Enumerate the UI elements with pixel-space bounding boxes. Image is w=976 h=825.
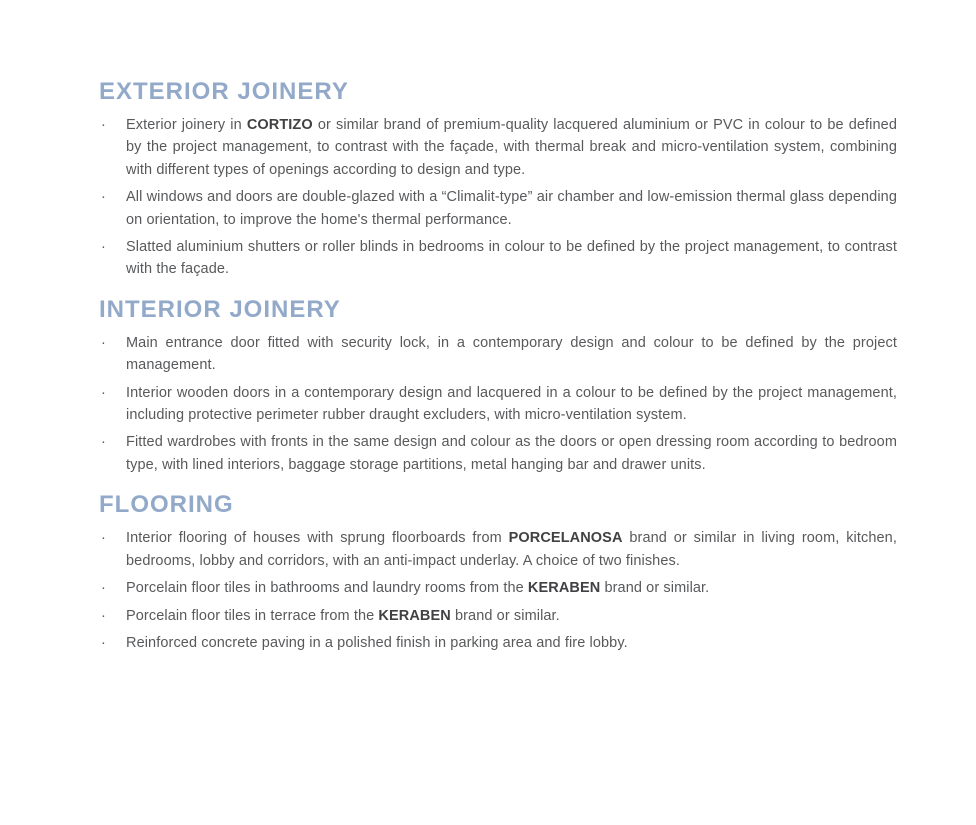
brand-name: KERABEN: [378, 607, 451, 624]
section-interior-joinery: [99, 295, 897, 476]
text-segment: brand or similar in living room, kitchen, bedrooms, lobby and corridors, with an anti-impact underlay. A choice of two finishes.: [126, 530, 897, 569]
bullet-marker: ·: [101, 239, 106, 256]
bullet-item: [99, 236, 897, 281]
bullet-text: [126, 530, 897, 568]
section-exterior-joinery: [99, 80, 897, 281]
bullet-item: [99, 605, 897, 627]
bullet-text: [126, 117, 897, 178]
text-segment: Reinforced concrete paving in a polished finish in parking area and fire lobby.: [126, 634, 628, 651]
bullet-list-flooring: [99, 527, 897, 654]
bullet-marker: ·: [101, 634, 106, 651]
bullet-item: [99, 382, 897, 427]
text-segment: Porcelain floor tiles in bathrooms and laundry rooms from the: [126, 580, 528, 597]
section-title-interior-joinery: INTERIOR JOINERY: [99, 295, 341, 323]
bullet-marker: ·: [101, 607, 106, 624]
bullet-item: [99, 431, 897, 476]
bullet-text: [126, 335, 897, 373]
bullet-marker: ·: [101, 384, 106, 401]
bullet-marker: ·: [101, 189, 106, 206]
bullet-marker: ·: [101, 580, 106, 597]
bullet-text: [126, 635, 628, 651]
bullet-item: [99, 527, 897, 572]
brand-name: KERABEN: [527, 580, 601, 597]
bullet-item: [99, 114, 897, 181]
bullet-text: [126, 385, 897, 423]
bullet-marker: ·: [101, 117, 106, 133]
bullet-marker: ·: [101, 434, 106, 451]
bullet-text: [126, 239, 897, 277]
bullet-item: [99, 186, 897, 231]
text-segment: Interior flooring of houses with sprung floorboards from: [126, 530, 509, 547]
bullet-text: [126, 434, 897, 472]
text-segment: All windows and doors are double-glazed with a “Climalit-type” air chamber and low-emission thermal glass depending on orientation, to improve the home's thermal performance.: [126, 189, 897, 228]
text-segment: brand or similar.: [450, 607, 560, 624]
section-flooring: [99, 493, 897, 654]
bullet-item: [99, 332, 897, 377]
bullet-text: [126, 580, 709, 596]
text-segment: Interior wooden doors in a contemporary design and lacquered in a colour to be defined by the project management, including protective perimeter rubber draught excluders, with micro-ventilation system.: [126, 384, 897, 424]
brand-name: CORTIZO: [246, 117, 313, 133]
bullet-list-interior-joinery: [99, 332, 897, 476]
text-segment: Porcelain floor tiles in terrace from the: [126, 607, 379, 624]
bullet-item: [99, 632, 897, 654]
text-segment: Slatted aluminium shutters or roller blinds in bedrooms in colour to be defined by the project management, to contrast with the façade.: [126, 239, 897, 278]
brand-name: PORCELANOSA: [508, 530, 623, 547]
bullet-text: [126, 189, 897, 227]
text-segment: Main entrance door fitted with security lock, in a contemporary design and colour to be defined by the project management.: [126, 334, 897, 374]
section-title-exterior-joinery: EXTERIOR JOINERY: [99, 78, 349, 105]
bullet-marker: ·: [101, 530, 106, 547]
bullet-marker: ·: [101, 334, 106, 351]
text-segment: Fitted wardrobes with fronts in the same design and colour as the doors or open dressing room according to bedroom type, with lined interiors, baggage storage partitions, metal hanging bar and drawer units.: [126, 434, 897, 473]
section-title-flooring: FLOORING: [99, 491, 234, 519]
bullet-list-exterior-joinery: [99, 114, 897, 281]
bullet-item: [99, 577, 897, 599]
bullet-text: [126, 608, 560, 624]
text-segment: Exterior joinery in: [126, 117, 247, 133]
text-segment: brand or similar.: [600, 580, 710, 597]
text-segment: or similar brand of premium-quality lacquered aluminium or PVC in colour to be defined by the project management, to contrast with the façade, with thermal break and micro-ventilation system, combining with different types of openings according to design and type.: [126, 117, 897, 178]
